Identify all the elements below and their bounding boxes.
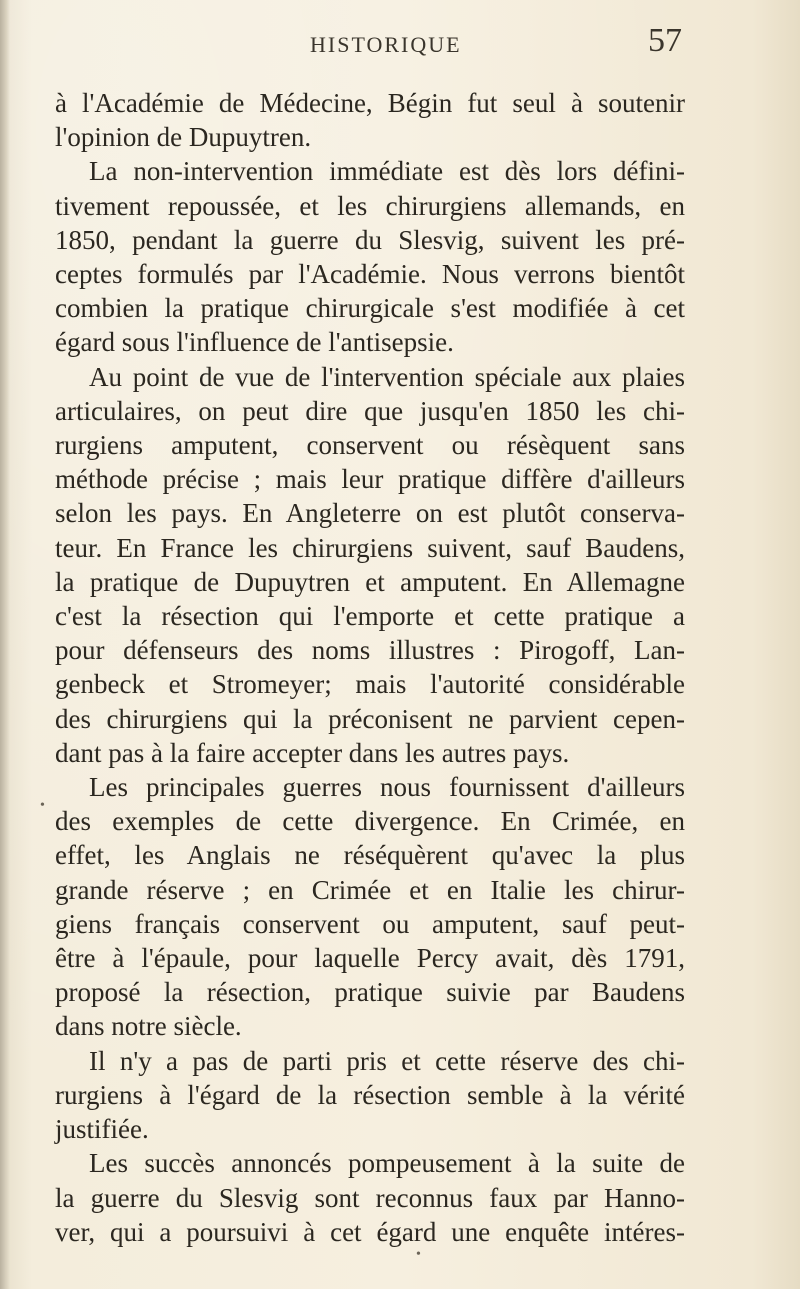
- page-gutter-shadow: [0, 0, 10, 1289]
- text-line: dant pas à la faire accepter dans les autres pays.: [55, 737, 570, 768]
- text-line: méthode précise ; mais leur pratique diffère d'ailleurs: [55, 464, 685, 495]
- text-line: tivement repoussée, et les chirurgiens allemands, en: [55, 190, 685, 221]
- text-line: dans notre siècle.: [55, 1011, 242, 1042]
- printing-speck: •: [40, 798, 45, 813]
- paragraph-first-line: Les succès annoncés pompeusement à la suite de: [89, 1148, 685, 1179]
- running-head: HISTORIQUE: [310, 32, 462, 57]
- text-line: être à l'épaule, pour laquelle Percy avait, dès 1791,: [55, 943, 685, 974]
- text-line: effet, les Anglais ne réséquèrent qu'avec la plus: [55, 840, 685, 871]
- text-line: des exemples de cette divergence. En Crimée, en: [55, 806, 685, 837]
- text-line: rurgiens amputent, conservent ou résèquent sans: [55, 430, 685, 461]
- text-line: giens français conservent ou amputent, sauf peut-: [55, 908, 685, 939]
- text-line: l'opinion de Dupuytren.: [55, 122, 312, 153]
- text-line: pour défenseurs des noms illustres : Pirogoff, Lan-: [55, 635, 685, 666]
- text-line: combien la pratique chirurgicale s'est modifiée à cet: [55, 293, 685, 324]
- paragraph-first-line: Il n'y a pas de parti pris et cette réserve des chi-: [89, 1045, 685, 1076]
- text-line: égard sous l'influence de l'antisepsie.: [55, 327, 454, 358]
- text-line: 1850, pendant la guerre du Slesvig, suivent les pré-: [55, 224, 685, 255]
- paragraph-first-line: Les principales guerres nous fournissent d'ailleurs: [89, 772, 685, 803]
- printing-speck: •: [416, 1247, 421, 1262]
- text-line: ver, qui a poursuivi à cet égard une enquête intéres-: [55, 1216, 685, 1247]
- text-line: justifiée.: [55, 1114, 149, 1145]
- text-line: genbeck et Stromeyer; mais l'autorité considérable: [55, 669, 685, 700]
- text-line: teur. En France les chirurgiens suivent, sauf Baudens,: [55, 532, 685, 563]
- page-header: [0, 20, 800, 60]
- text-line: rurgiens à l'égard de la résection semble à la vérité: [55, 1079, 685, 1110]
- paragraph-first-line: Au point de vue de l'intervention spéciale aux plaies: [89, 361, 685, 392]
- text-line: des chirurgiens qui la préconisent ne parvient cepen-: [55, 703, 685, 734]
- text-line: selon les pays. En Angleterre on est plutôt conserva-: [55, 498, 685, 529]
- text-line: proposé la résection, pratique suivie par Baudens: [55, 977, 685, 1008]
- text-line: grande réserve ; en Crimée et en Italie les chirur-: [55, 874, 685, 905]
- text-line: articulaires, on peut dire que jusqu'en 1850 les chi-: [55, 395, 685, 426]
- text-line: ceptes formulés par l'Académie. Nous verrons bientôt: [55, 259, 685, 290]
- text-line: la guerre du Slesvig sont reconnus faux par Hanno-: [55, 1182, 685, 1213]
- page-number: 57: [648, 22, 682, 59]
- paragraph-first-line: La non-intervention immédiate est dès lors défini-: [89, 156, 685, 187]
- body-text: [55, 86, 685, 1249]
- text-line: à l'Académie de Médecine, Bégin fut seul à soutenir: [55, 88, 685, 118]
- text-line: la pratique de Dupuytren et amputent. En Allemagne: [55, 566, 685, 597]
- text-line: c'est la résection qui l'emporte et cette pratique a: [55, 601, 685, 632]
